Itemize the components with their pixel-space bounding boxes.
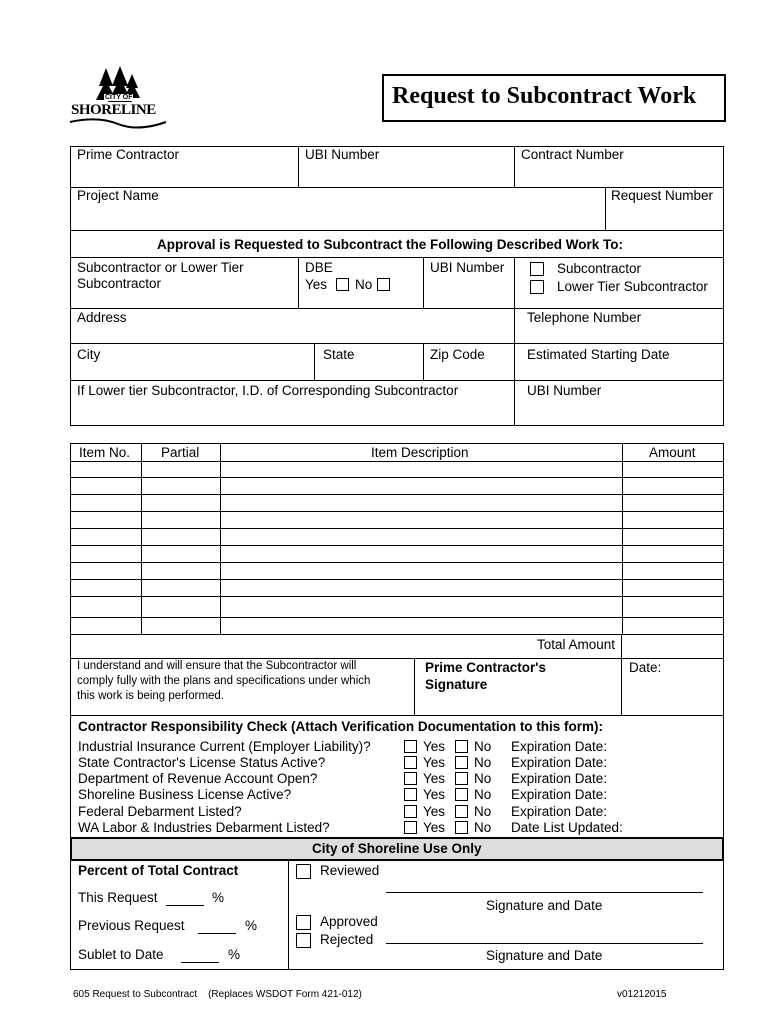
address-label: Address	[77, 310, 127, 325]
yes-label: Yes	[423, 804, 446, 819]
industrial-insurance-no-checkbox[interactable]	[455, 740, 468, 753]
approval-signature-line[interactable]	[386, 943, 703, 944]
revenue-yes-checkbox[interactable]	[404, 772, 417, 785]
city-logo	[68, 64, 168, 132]
no-label: No	[474, 804, 492, 819]
signature-date-field[interactable]	[621, 658, 724, 716]
previous-request-input[interactable]	[198, 933, 236, 934]
footer-form-id: 605 Request to Subcontract (Replaces WSDOT Form 421-012)	[73, 989, 362, 1000]
address-field[interactable]	[70, 308, 515, 344]
wa-labor-no-checkbox[interactable]	[455, 821, 468, 834]
items-header-description: Item Description	[371, 445, 469, 460]
industrial-insurance-yes-checkbox[interactable]	[404, 740, 417, 753]
rejected-checkbox[interactable]	[296, 933, 311, 948]
percent-heading: Percent of Total Contract	[78, 863, 239, 878]
zip-field[interactable]	[423, 343, 515, 381]
dbe-yes-label: Yes	[305, 277, 328, 292]
yes-label: Yes	[423, 739, 446, 754]
total-amount-field[interactable]	[621, 634, 724, 659]
signature-date-label-2: Signature and Date	[486, 948, 603, 963]
items-header-item-no: Item No.	[79, 445, 131, 460]
previous-request-pct: %	[245, 918, 258, 933]
state-label: State	[323, 347, 355, 362]
state-field[interactable]	[314, 343, 424, 381]
start-date-field[interactable]	[514, 343, 724, 381]
sublet-to-date-label: Sublet to Date	[78, 947, 164, 962]
statement-line-1: I understand and will ensure that the Subcontractor will	[77, 660, 357, 672]
subcontractor-type-cell	[514, 257, 724, 309]
responsibility-label-revenue: Department of Revenue Account Open?	[78, 771, 318, 786]
contract-number-label: Contract Number	[521, 147, 624, 162]
no-label: No	[474, 755, 492, 770]
title-box	[382, 74, 726, 122]
signature-date-label-1: Signature and Date	[486, 898, 603, 913]
responsibility-label-business-license: Shoreline Business License Active?	[78, 787, 292, 802]
federal-debarment-no-checkbox[interactable]	[455, 805, 468, 818]
responsibility-label-license: State Contractor's License Status Active?	[78, 755, 326, 770]
federal-debarment-yes-checkbox[interactable]	[404, 805, 417, 818]
table-row[interactable]	[71, 511, 723, 528]
lower-tier-ubi-field[interactable]	[514, 380, 724, 426]
approval-heading: Approval is Requested to Subcontract the Following Described Work To:	[157, 237, 624, 252]
table-row-last	[71, 617, 723, 618]
city-use-heading: City of Shoreline Use Only	[312, 841, 482, 856]
table-row[interactable]	[71, 461, 723, 478]
lower-tier-type-checkbox[interactable]	[530, 280, 544, 294]
subcontractor-label-2: Subcontractor	[77, 276, 162, 291]
telephone-field[interactable]	[514, 308, 724, 344]
table-row[interactable]	[71, 528, 723, 545]
reviewed-checkbox[interactable]	[296, 864, 311, 879]
no-label: No	[474, 739, 492, 754]
dbe-label: DBE	[305, 260, 333, 275]
logo-name: SHORELINE	[71, 102, 156, 118]
responsibility-section	[70, 715, 724, 838]
page-title: Request to Subcontract Work	[392, 83, 697, 109]
table-row[interactable]	[71, 494, 723, 511]
contract-number-field[interactable]	[514, 146, 724, 188]
approved-label: Approved	[320, 914, 378, 929]
request-number-field[interactable]	[605, 187, 724, 231]
responsibility-note: Expiration Date:	[511, 739, 608, 754]
rejected-label: Rejected	[320, 932, 374, 947]
percent-cell	[70, 860, 289, 970]
sublet-to-date-pct: %	[228, 947, 241, 962]
approval-ubi-label: UBI Number	[430, 260, 505, 275]
zip-label: Zip Code	[430, 347, 485, 362]
total-amount-label-cell	[70, 634, 622, 659]
responsibility-note: Expiration Date:	[511, 755, 608, 770]
statement-line-2: comply fully with the plans and specifications under which	[77, 675, 371, 687]
statement-line-3: this work is being performed.	[77, 690, 225, 702]
responsibility-note: Expiration Date:	[511, 771, 608, 786]
table-row[interactable]	[71, 579, 723, 596]
approval-heading-cell	[70, 230, 724, 258]
lower-tier-type-label: Lower Tier Subcontractor	[557, 279, 708, 294]
prime-signature-field[interactable]	[414, 658, 622, 716]
subcontractor-type-checkbox[interactable]	[530, 262, 544, 276]
reviewed-label: Reviewed	[320, 863, 380, 878]
dbe-field	[298, 257, 424, 309]
responsibility-label-industrial-insurance: Industrial Insurance Current (Employer Liability)?	[78, 739, 371, 754]
prime-contractor-field[interactable]	[70, 146, 299, 188]
dbe-yes-checkbox[interactable]	[336, 278, 349, 291]
yes-label: Yes	[423, 755, 446, 770]
license-yes-checkbox[interactable]	[404, 756, 417, 769]
project-name-field[interactable]	[70, 187, 606, 231]
lower-tier-id-field[interactable]	[70, 380, 515, 426]
prime-signature-label-1: Prime Contractor's	[425, 660, 546, 675]
responsibility-note: Expiration Date:	[511, 787, 608, 802]
yes-label: Yes	[423, 820, 446, 835]
telephone-label: Telephone Number	[527, 310, 642, 325]
revenue-no-checkbox[interactable]	[455, 772, 468, 785]
items-table	[70, 443, 724, 635]
lower-tier-id-label: If Lower tier Subcontractor, I.D. of Corresponding Subcontractor	[77, 383, 459, 398]
sublet-to-date-input[interactable]	[181, 962, 219, 963]
previous-request-label: Previous Request	[78, 918, 185, 933]
items-header-amount: Amount	[649, 445, 696, 460]
prime-signature-label-2: Signature	[425, 677, 488, 692]
table-row[interactable]	[71, 545, 723, 562]
review-cell	[288, 860, 724, 970]
ubi-number-field[interactable]	[298, 146, 515, 188]
city-label: City	[77, 347, 101, 362]
this-request-label: This Request	[78, 890, 158, 905]
city-field[interactable]	[70, 343, 315, 381]
city-use-heading-cell	[70, 837, 724, 861]
no-label: No	[474, 820, 492, 835]
business-license-no-checkbox[interactable]	[455, 788, 468, 801]
this-request-pct: %	[212, 890, 225, 905]
start-date-label: Estimated Starting Date	[527, 347, 670, 362]
subcontractor-label-1: Subcontractor or Lower Tier	[77, 260, 244, 275]
footer-version: v01212015	[617, 989, 667, 1000]
dbe-no-label: No	[355, 277, 373, 292]
subcontractor-type-label: Subcontractor	[557, 261, 642, 276]
business-license-yes-checkbox[interactable]	[404, 788, 417, 801]
table-row[interactable]	[71, 477, 723, 494]
project-name-label: Project Name	[77, 188, 159, 203]
yes-label: Yes	[423, 771, 446, 786]
no-label: No	[474, 787, 492, 802]
responsibility-label-wa-labor: WA Labor & Industries Debarment Listed?	[78, 820, 330, 835]
this-request-input[interactable]	[166, 905, 204, 906]
responsibility-heading: Contractor Responsibility Check (Attach Verification Documentation to this form):	[78, 719, 604, 734]
table-row[interactable]	[71, 596, 723, 615]
prime-contractor-label: Prime Contractor	[77, 147, 180, 162]
logo-city-of: CITY OF	[105, 94, 133, 101]
responsibility-label-federal-debarment: Federal Debarment Listed?	[78, 804, 242, 819]
no-label: No	[474, 771, 492, 786]
table-row[interactable]	[71, 562, 723, 579]
statement-cell	[70, 658, 415, 716]
approved-checkbox[interactable]	[296, 915, 311, 930]
dbe-no-checkbox[interactable]	[377, 278, 390, 291]
review-signature-line[interactable]	[386, 892, 703, 893]
request-number-label: Request Number	[611, 188, 714, 203]
total-amount-label: Total Amount	[536, 637, 615, 652]
yes-label: Yes	[423, 787, 446, 802]
subcontractor-field[interactable]	[70, 257, 299, 309]
wa-labor-yes-checkbox[interactable]	[404, 821, 417, 834]
signature-date-label: Date:	[629, 660, 662, 675]
responsibility-note: Date List Updated:	[511, 820, 623, 835]
responsibility-note: Expiration Date:	[511, 804, 608, 819]
ubi-number-label: UBI Number	[305, 147, 380, 162]
license-no-checkbox[interactable]	[455, 756, 468, 769]
lower-tier-ubi-label: UBI Number	[527, 383, 602, 398]
approval-ubi-field[interactable]	[423, 257, 515, 309]
items-header-partial: Partial	[161, 445, 200, 460]
